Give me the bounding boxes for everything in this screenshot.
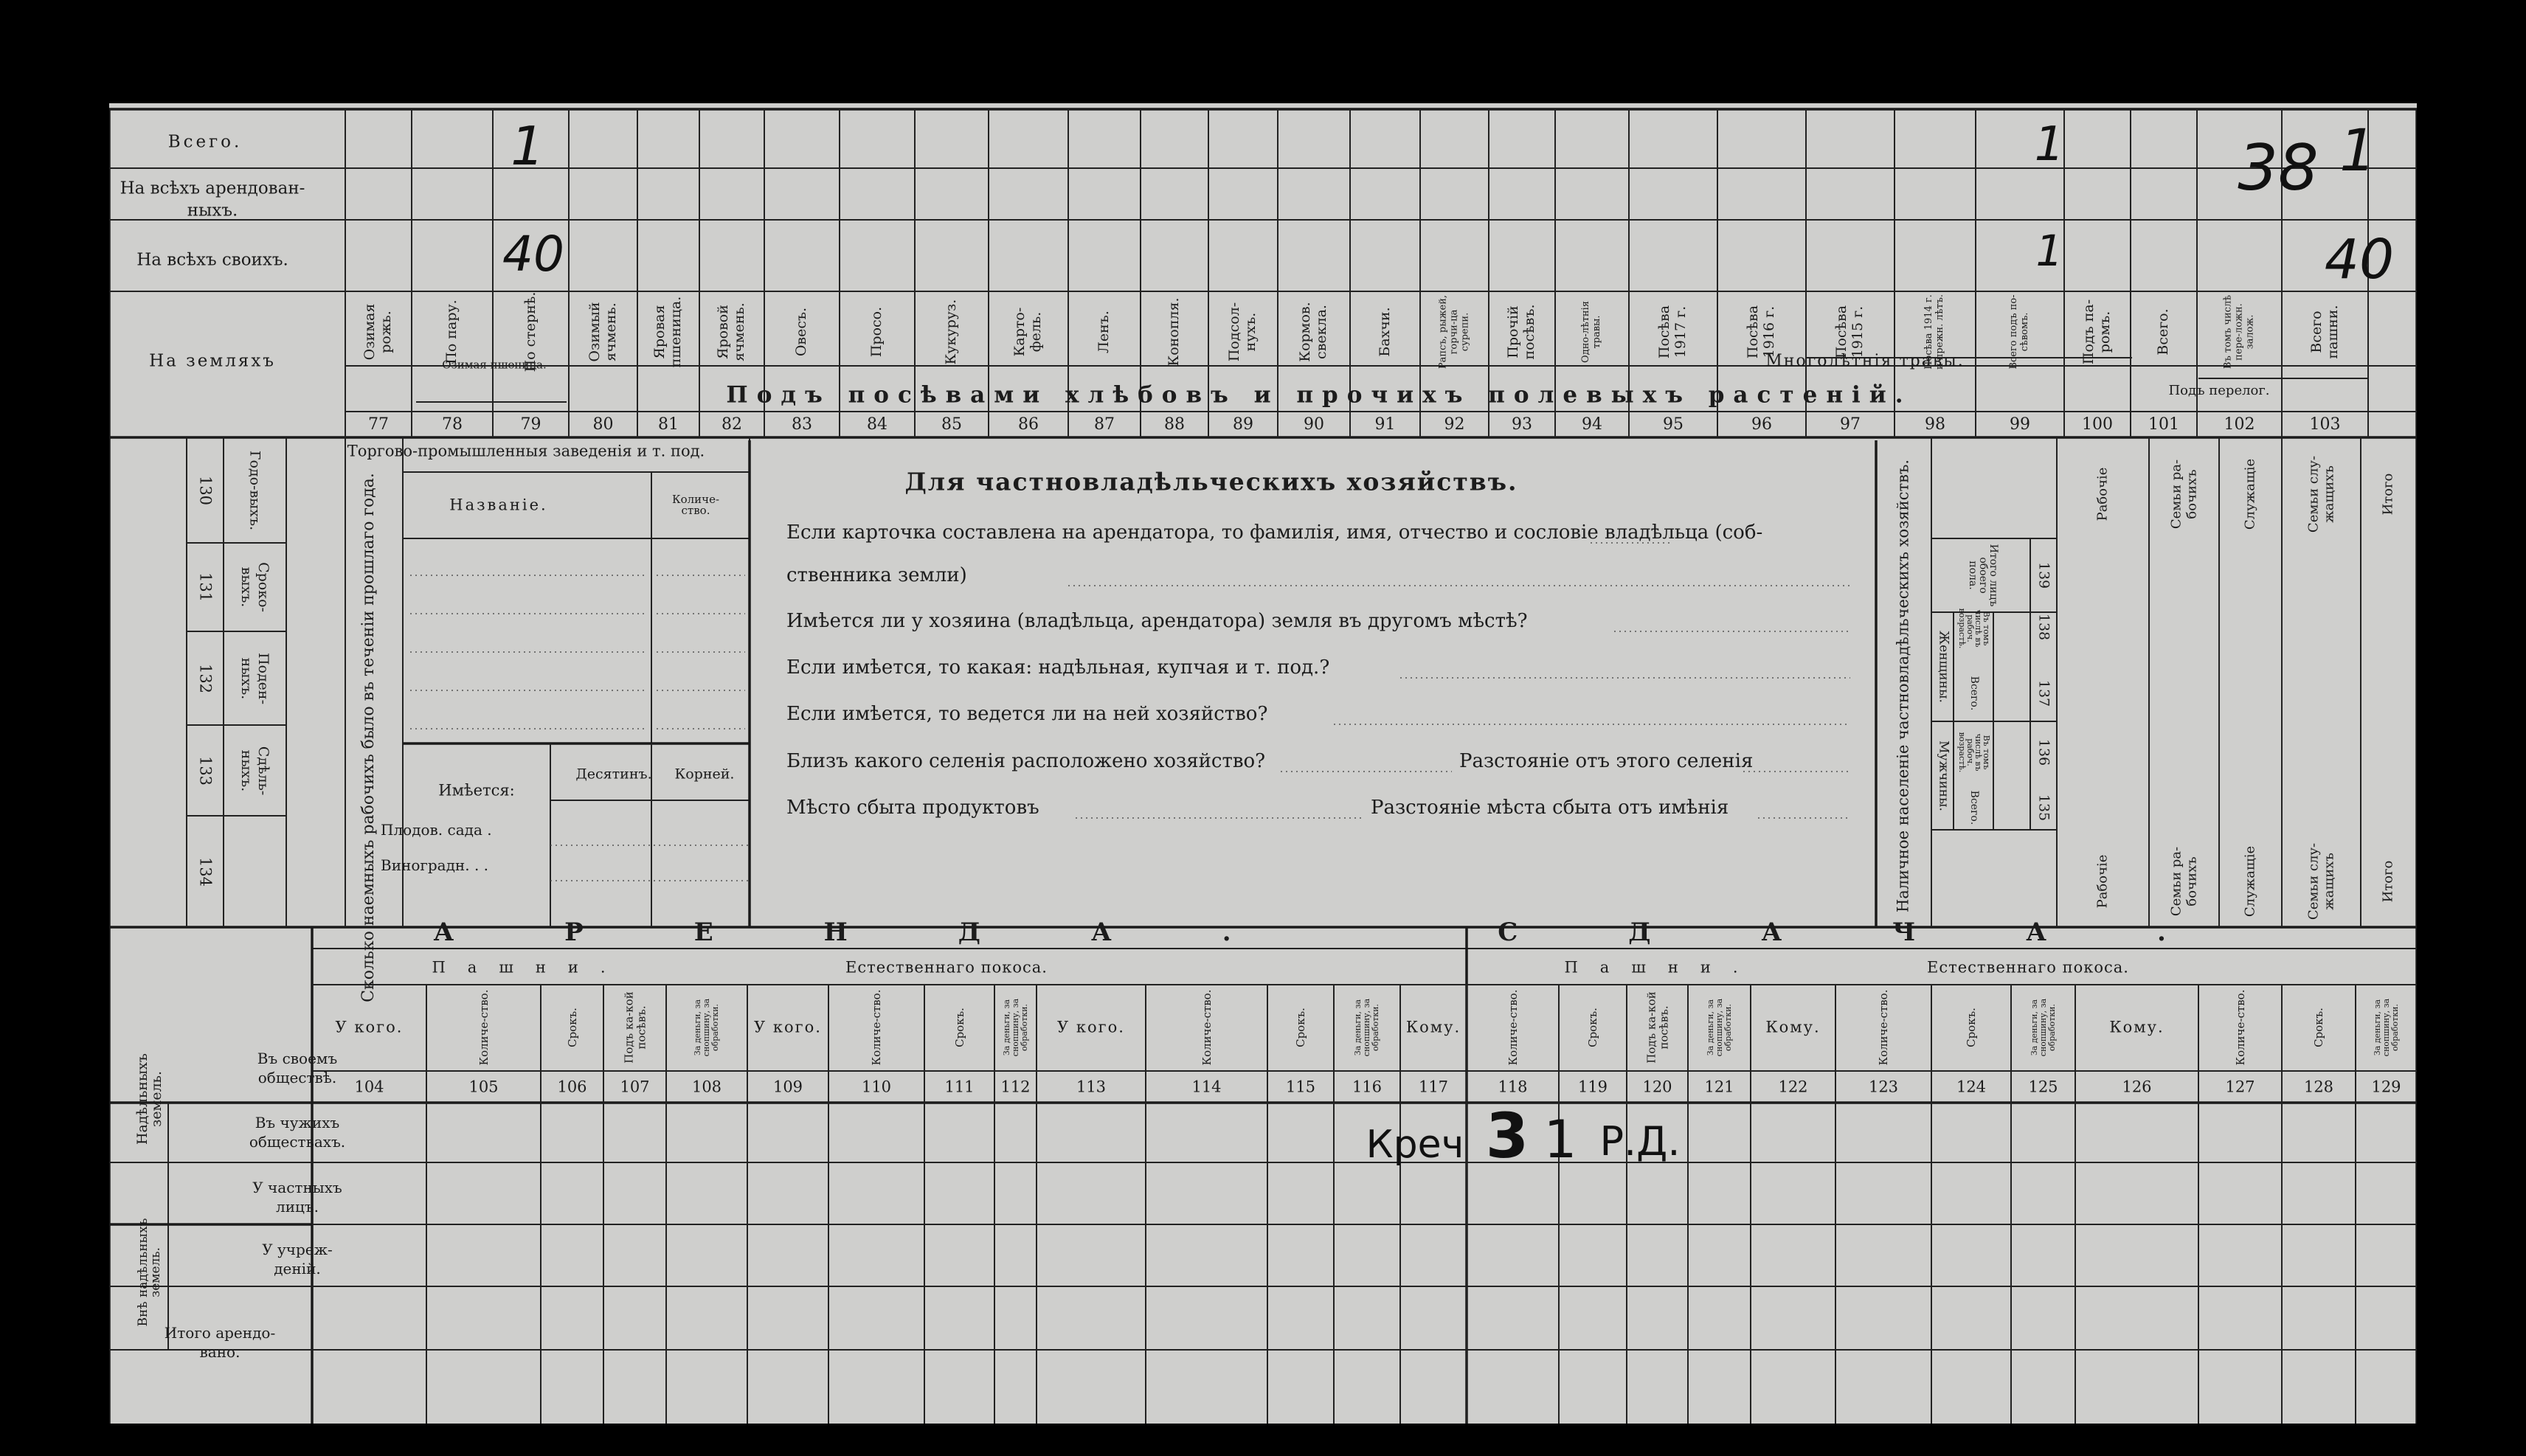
lease-col-number-127: 127 [2225, 1078, 2255, 1096]
sdacha-pashni-label: Пашни. [1564, 958, 1760, 977]
top-col-number-79: 79 [520, 415, 541, 434]
lease-col-number-115: 115 [1285, 1078, 1316, 1096]
sdacha-banner: СДАЧА. [1498, 918, 2277, 947]
lease-col-number-108: 108 [691, 1078, 722, 1096]
hw-sdacha-qty: 3 [1485, 1100, 1529, 1172]
lease-col-number-119: 119 [1577, 1078, 1608, 1096]
crop-header-21: Посѣва 1914 г. и прежн. лѣтъ. [1923, 294, 1945, 370]
lease-col-number-117: 117 [1418, 1078, 1449, 1096]
lease-head-2: Срокъ. [565, 1008, 579, 1047]
pop-num-136: 136 [2035, 738, 2052, 766]
population-label: Наличное населеніе частновладѣльческихъ хозяйствъ. [1894, 459, 1912, 913]
hired-num-134: 134 [196, 856, 215, 887]
staff-bottom-1: Семьи ра-бочихъ [2167, 846, 2199, 917]
hired-num-133: 133 [196, 755, 215, 786]
crop-header-24: Всего. [2155, 308, 2172, 356]
lease-col-number-123: 123 [1868, 1078, 1899, 1096]
lease-col-number-110: 110 [861, 1078, 892, 1096]
top-col-number-93: 93 [1512, 415, 1532, 434]
hired-num-130: 130 [196, 475, 215, 505]
hw-own-99: 1 [2035, 226, 2063, 276]
hw-total-79: 1 [511, 115, 544, 177]
crop-header-18: Посѣва 1917 г. [1656, 305, 1689, 359]
hired-kind-2: Поден-ныхъ. [238, 652, 271, 704]
crop-header-8: Кукуруз. [943, 299, 960, 365]
trade-name-header: Названіе. [449, 496, 548, 514]
lease-head-5: У кого. [754, 1018, 822, 1036]
lease-col-number-113: 113 [1076, 1078, 1107, 1096]
hired-num-131: 131 [196, 572, 215, 603]
lease-col-number-124: 124 [1956, 1078, 1987, 1096]
lease-col-number-104: 104 [354, 1078, 384, 1096]
pop-men-working-label: Въ томъ числѣ въ рабоч. возрастѣ. [1957, 732, 1991, 773]
lease-head-18: Кому. [1765, 1018, 1821, 1036]
crop-header-16: Прочій посѣвъ. [1505, 304, 1537, 360]
crop-header-0: Озимая рожь. [361, 303, 394, 361]
question-owner: Если карточка составлена на арендатора, то фамилія, имя, отчество и сословіе владѣльца (соб- [786, 521, 1763, 544]
pop-num-139: 139 [2035, 561, 2052, 589]
crop-header-7: Просо. [868, 306, 885, 358]
lease-col-number-118: 118 [1498, 1078, 1528, 1096]
hw-total-103: 1 [2339, 118, 2376, 184]
lease-head-21: За деньги, за снопшину, за обработки. [2029, 998, 2057, 1057]
crop-header-17: Одно-лѣтнія травы. [1580, 301, 1602, 363]
crop-header-11: Конопля. [1166, 297, 1183, 367]
trade-title: Торгово-промышленныя заведенія и т. под. [347, 442, 705, 460]
lease-col-number-125: 125 [2028, 1078, 2058, 1096]
row-own-society: Въ своемъ обществѣ. [257, 1050, 338, 1086]
staff-top-3: Семьи слу-жащихъ [2305, 455, 2336, 533]
question-owner-cont: ственника земли) [786, 564, 967, 586]
question-land-kind: Если имѣется, то какая: надѣльная, купчая и т. под.? [786, 656, 1330, 679]
lease-col-number-122: 122 [1778, 1078, 1808, 1096]
hired-num-132: 132 [196, 663, 215, 693]
lease-head-23: Количе-ство. [2233, 989, 2247, 1066]
crop-header-25: Въ томъ числѣ пере-ложн. залож. [2222, 294, 2255, 370]
hw-total-101: 38 [2238, 131, 2319, 205]
top-col-number-96: 96 [1751, 415, 1772, 434]
lease-head-3: Подъ ка-кой посѣвъ. [622, 991, 648, 1064]
row-label-own: На всѣхъ своихъ. [136, 250, 288, 270]
census-form [109, 103, 2417, 1424]
pop-total-label: Итого лицъ обоего пола. [1967, 544, 1999, 607]
lease-head-22: Кому. [2109, 1018, 2165, 1036]
lease-col-number-106: 106 [557, 1078, 587, 1096]
top-col-number-86: 86 [1018, 415, 1039, 434]
question-village-distance: Разстояніе отъ этого селенія [1459, 750, 1754, 772]
lease-head-1: Количе-ство. [477, 989, 491, 1066]
lease-head-6: Количе-ство. [869, 989, 883, 1066]
top-col-number-92: 92 [1444, 415, 1465, 434]
pop-num-138: 138 [2035, 613, 2052, 641]
top-col-number-99: 99 [2010, 415, 2030, 434]
arenda-banner: АРЕНДА. [433, 918, 1342, 947]
desyatin-header: Десятинъ. [575, 766, 652, 783]
row-label-rented-1: На всѣхъ арендован- [120, 178, 305, 198]
crop-header-14: Бахчи. [1376, 307, 1393, 357]
lease-col-number-129: 129 [2371, 1078, 2401, 1096]
vineyard-label: Виноградн. . . [381, 856, 489, 874]
pop-men-label: Мужчины. [1936, 741, 1951, 811]
row-label-rented-2: ныхъ. [187, 201, 238, 221]
lease-col-number-126: 126 [2122, 1078, 2152, 1096]
question-farming: Если имѣется, то ведется ли на ней хозяйство? [786, 703, 1268, 725]
top-col-number-88: 88 [1164, 415, 1185, 434]
top-col-number-95: 95 [1663, 415, 1684, 434]
question-market: Мѣсто сбыта продуктовъ [786, 797, 1039, 819]
pop-women-total-label: Всего. [1968, 676, 1980, 711]
crop-header-4: Яровая пшеница. [651, 296, 684, 368]
crop-header-2: По стернѣ. [522, 291, 539, 372]
question-village: Близъ какого селенія расположено хозяйство? [786, 750, 1266, 772]
top-col-number-80: 80 [592, 415, 614, 434]
crop-header-23: Подъ па-ромъ. [2080, 299, 2113, 365]
lease-head-0: У кого. [335, 1018, 404, 1036]
pop-women-working-label: Въ томъ числѣ въ рабоч. возрастѣ. [1957, 608, 1991, 649]
pop-num-137: 137 [2035, 679, 2052, 707]
top-col-number-83: 83 [792, 415, 812, 434]
top-col-number-87: 87 [1094, 415, 1115, 434]
top-col-number-101: 101 [2148, 415, 2179, 434]
lease-head-17: За деньги, за снопшину, за обработки. [1705, 998, 1733, 1057]
crop-header-19: Посѣва 1916 г. [1745, 305, 1777, 359]
crop-header-6: Овесъ. [793, 307, 810, 357]
has-label: Имѣется: [438, 781, 515, 800]
hired-workers-label: Сколько наемныхъ рабочихъ было въ теченіи прошлаго года. [359, 473, 378, 1002]
hired-kind-0: Годо-выхъ. [246, 450, 263, 530]
top-col-number-103: 103 [2309, 415, 2341, 434]
lease-col-number-128: 128 [2303, 1078, 2334, 1096]
staff-top-1: Семьи ра-бочихъ [2167, 459, 2199, 530]
question-other-land: Имѣется ли у хозяина (владѣльца, арендатора) земля въ другомъ мѣстѣ? [786, 610, 1528, 632]
crop-header-10: Ленъ. [1096, 311, 1113, 353]
lease-head-7: Срокъ. [952, 1008, 966, 1047]
lease-col-number-116: 116 [1352, 1078, 1383, 1096]
lease-head-19: Количе-ство. [1876, 989, 1890, 1066]
top-col-number-89: 89 [1233, 415, 1253, 434]
lease-head-24: Срокъ. [2311, 1008, 2325, 1047]
korney-header: Корней. [674, 766, 735, 783]
lease-col-number-111: 111 [944, 1078, 975, 1096]
top-col-number-90: 90 [1304, 415, 1324, 434]
arenda-pashni-label: Пашни. [432, 958, 628, 977]
lease-head-8: За деньги, за снопшину, за обработки. [1001, 998, 1029, 1057]
hired-kind-1: Сроко-выхъ. [238, 562, 271, 612]
hired-kind-3: Сдѣль-ныхъ. [238, 746, 271, 795]
private-farms-title: Для частновладѣльческихъ хозяйствъ. [904, 467, 1518, 496]
lease-col-number-112: 112 [1000, 1078, 1031, 1096]
lease-head-13: Кому. [1405, 1018, 1461, 1036]
crop-header-3: Озимый ячмень. [586, 302, 619, 362]
top-col-number-81: 81 [658, 415, 679, 434]
garden-label: Плодов. сада . [381, 821, 492, 839]
hw-total-99: 1 [2034, 117, 2065, 172]
crop-header-26: Всего пашни. [2308, 305, 2341, 359]
hw-own-103: 40 [2324, 228, 2395, 291]
crop-header-5: Яровой ячмень. [715, 302, 747, 361]
pop-num-135: 135 [2035, 794, 2052, 822]
staff-bottom-3: Семьи слу-жащихъ [2305, 842, 2336, 921]
lease-col-number-114: 114 [1191, 1078, 1222, 1096]
crop-header-22: Всего подъ по-сѣвомъ. [2008, 294, 2030, 370]
row-total-rented: Итого арендо-вано. [164, 1324, 276, 1361]
lease-head-10: Количе-ство. [1200, 989, 1214, 1066]
staff-bottom-2: Служащіе [2242, 845, 2258, 918]
staff-top-2: Служащіе [2242, 458, 2258, 530]
lease-col-number-107: 107 [620, 1078, 650, 1096]
pop-men-total-label: Всего. [1968, 790, 1980, 825]
top-col-number-82: 82 [722, 415, 742, 434]
row-other-society: Въ чужихъ обществахъ. [249, 1114, 346, 1151]
lease-head-25: За деньги, за снопшину, за обработки. [2372, 998, 2400, 1057]
lease-head-11: Срокъ. [1293, 1008, 1307, 1047]
staff-top-4: Итого [2380, 473, 2396, 516]
top-col-number-98: 98 [1925, 415, 1945, 434]
hw-sdacha-term: 1 [1543, 1109, 1577, 1170]
crop-header-15: Рапсъ, рыжей, горчи-ца сурепи. [1437, 294, 1470, 370]
sdacha-pokos-label: Естественнаго покоса. [1927, 958, 2129, 977]
trade-qty-header: Количе-ство. [671, 493, 720, 517]
crop-header-12: Подсол-нухъ. [1226, 302, 1259, 362]
non-allotment-lands-label: Внѣ надѣльныхъ земель. [136, 1218, 163, 1327]
lease-col-number-120: 120 [1642, 1078, 1672, 1096]
staff-bottom-4: Итого [2380, 860, 2396, 903]
lease-col-number-105: 105 [468, 1078, 499, 1096]
top-col-number-94: 94 [1582, 415, 1602, 434]
row-label-on-lands: На земляхъ [149, 351, 276, 371]
lease-head-20: Срокъ. [1964, 1008, 1978, 1047]
winter-wheat-label: Озимая пшеница. [442, 358, 547, 372]
crop-header-13: Кормов. свекла. [1297, 302, 1329, 362]
arenda-pokos-label: Естественнаго покоса. [845, 958, 1048, 977]
crop-header-1: По пару. [443, 299, 460, 364]
lease-head-15: Срокъ. [1585, 1008, 1599, 1047]
lease-col-number-109: 109 [772, 1078, 803, 1096]
top-col-number-77: 77 [368, 415, 389, 434]
top-col-number-78: 78 [442, 415, 463, 434]
top-col-number-85: 85 [941, 415, 962, 434]
hw-sdacha-kind: Р.Д. [1599, 1118, 1681, 1165]
crop-header-9: Карто-фель. [1011, 307, 1044, 357]
row-label-total: Всего. [167, 132, 243, 152]
row-institutions: У учреж-деній. [262, 1241, 333, 1278]
top-col-number-102: 102 [2224, 415, 2255, 434]
allotment-lands-label: Надѣльныхъ земель. [134, 1053, 165, 1145]
fallow-label: Подъ перелог. [2168, 383, 2270, 398]
crop-header-20: Посѣва 1915 г. [1833, 305, 1866, 359]
row-private-persons: У частныхъ лицъ. [252, 1179, 342, 1216]
crops-banner: Подъ посѣвами хлѣбовъ и прочихъ полевыхъ растеній. [726, 381, 1912, 409]
top-col-number-84: 84 [867, 415, 887, 434]
lease-col-number-121: 121 [1704, 1078, 1734, 1096]
lease-head-12: За деньги, за снопшину, за обработки. [1352, 998, 1381, 1057]
lease-head-14: Количе-ство. [1506, 989, 1520, 1066]
lease-head-9: У кого. [1057, 1018, 1125, 1036]
question-market-distance: Разстояніе мѣста сбыта отъ имѣнія [1371, 797, 1729, 819]
lease-head-16: Подъ ка-кой посѣвъ. [1644, 991, 1670, 1064]
staff-bottom-0: Рабочіе [2094, 854, 2111, 909]
top-col-number-97: 97 [1840, 415, 1861, 434]
hw-own-79: 40 [502, 226, 564, 282]
perennial-grasses-label: Многолѣтнія травы. [1765, 352, 1965, 370]
hw-sdacha-whom: Креч [1366, 1123, 1464, 1167]
staff-top-0: Рабочіе [2094, 467, 2111, 521]
lease-head-4: За деньги, за снопшину, за обработки. [692, 998, 721, 1057]
top-col-number-91: 91 [1374, 415, 1396, 434]
top-col-number-100: 100 [2082, 415, 2113, 434]
pop-women-label: Женщины. [1936, 631, 1951, 703]
